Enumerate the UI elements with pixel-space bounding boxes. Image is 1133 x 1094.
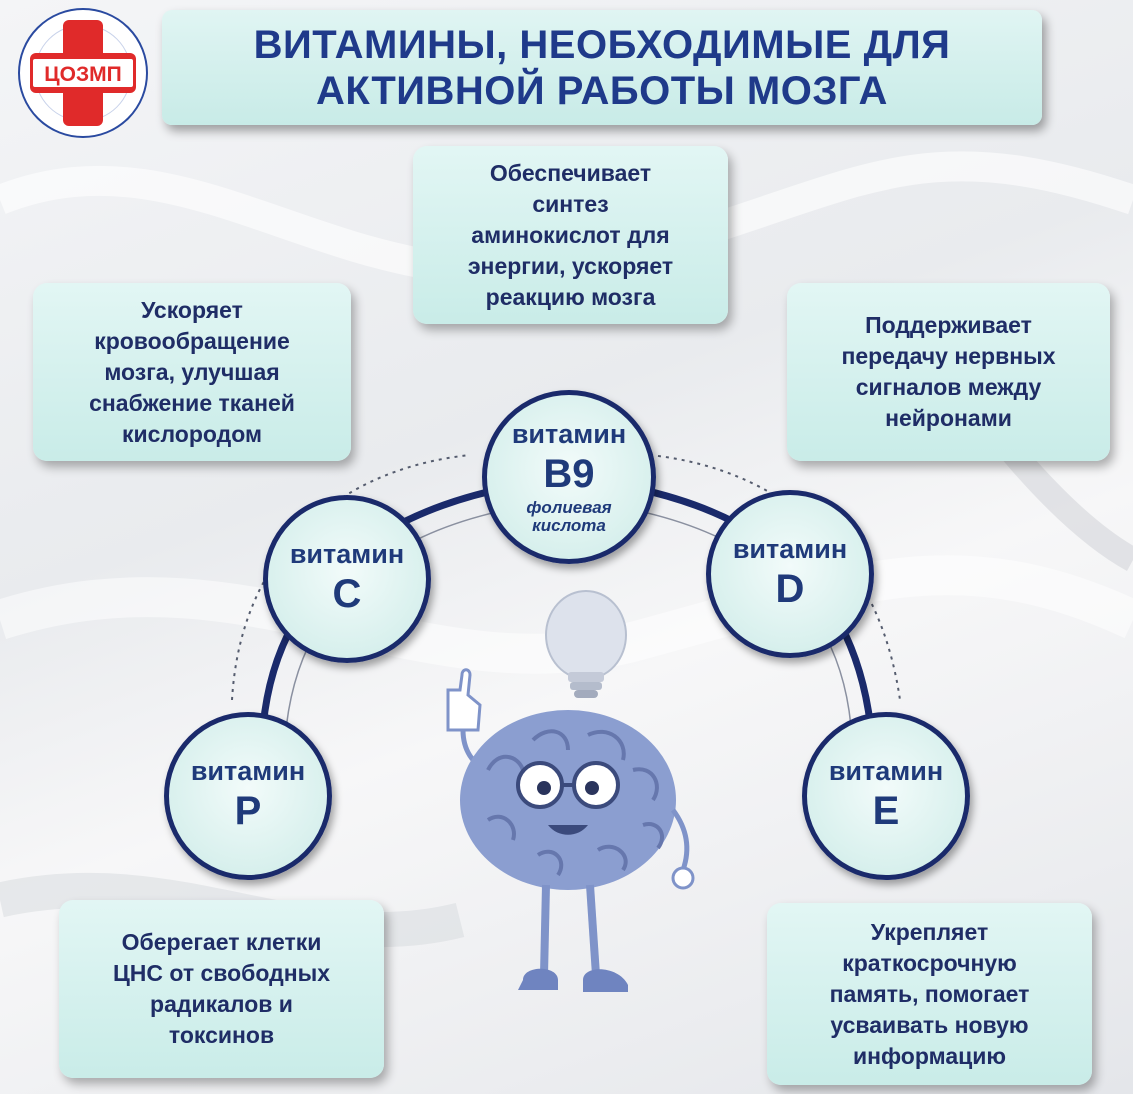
desc-b9-line: синтез — [532, 190, 609, 217]
desc-e-line: Укрепляет — [870, 918, 989, 945]
desc-b9-line: аминокислот для — [471, 221, 670, 248]
vitamin-c-letter: C — [332, 572, 362, 616]
vitamin-e-letter: E — [872, 789, 900, 833]
vitamin-b9-circle — [482, 390, 656, 564]
desc-d-line: нейронами — [885, 405, 1012, 431]
vitamin-d-letter: D — [775, 567, 805, 611]
desc-b9-line: энергии, ускоряет — [467, 252, 674, 279]
vitamin-b9-sub-1: фолиевая — [526, 498, 612, 517]
desc-p-line: радикалов и — [150, 991, 293, 1017]
vitamin-d-word: витамин — [732, 534, 848, 564]
vitamin-c-circle — [263, 495, 431, 663]
brain-body — [460, 710, 676, 890]
vitamin-e-word: витамин — [828, 756, 944, 786]
vitamin-p-circle — [164, 712, 332, 880]
vitamin-b9-sub-2: кислота — [532, 516, 606, 535]
desc-c-line: Ускоряет — [141, 296, 243, 323]
light-bulb-icon — [546, 591, 626, 698]
desc-p-line: Оберегает клетки — [121, 929, 322, 955]
desc-c-line: снабжение тканей — [89, 389, 295, 416]
desc-c-line: кислородом — [122, 420, 262, 447]
desc-b9-line: реакцию мозга — [485, 283, 656, 310]
desc-c-line: мозга, улучшая — [104, 358, 280, 385]
logo-text: ЦОЗМП — [44, 63, 122, 86]
desc-d-line: сигналов между — [855, 374, 1042, 400]
vitamin-d-circle — [706, 490, 874, 658]
desc-b9-line: Обеспечивает — [489, 159, 652, 186]
vitamin-b9-letter: B9 — [543, 452, 595, 496]
desc-e-line: память, помогает — [829, 980, 1030, 1007]
desc-p-line: ЦНС от свободных — [112, 960, 331, 986]
vitamin-p-word: витамин — [190, 756, 306, 786]
desc-p-line: токсинов — [168, 1022, 275, 1048]
desc-e-line: краткосрочную — [842, 949, 1017, 976]
desc-c-line: кровообращение — [94, 327, 290, 354]
brain-mascot-illustration — [418, 580, 718, 1020]
vitamin-e-circle — [802, 712, 970, 880]
desc-e-line: усваивать новую — [830, 1011, 1029, 1038]
vitamin-c-word: витамин — [289, 539, 405, 569]
vitamin-b9-word: витамин — [511, 419, 627, 449]
desc-e-line: информацию — [852, 1042, 1007, 1069]
desc-d-line: Поддерживает — [865, 312, 1032, 338]
title-line-2: АКТИВНОЙ РАБОТЫ МОЗГА — [316, 68, 888, 113]
vitamin-p-letter: P — [234, 789, 262, 833]
desc-d-line: передачу нервных — [841, 343, 1056, 369]
title-line-1: ВИТАМИНЫ, НЕОБХОДИМЫЕ ДЛЯ — [253, 22, 951, 67]
